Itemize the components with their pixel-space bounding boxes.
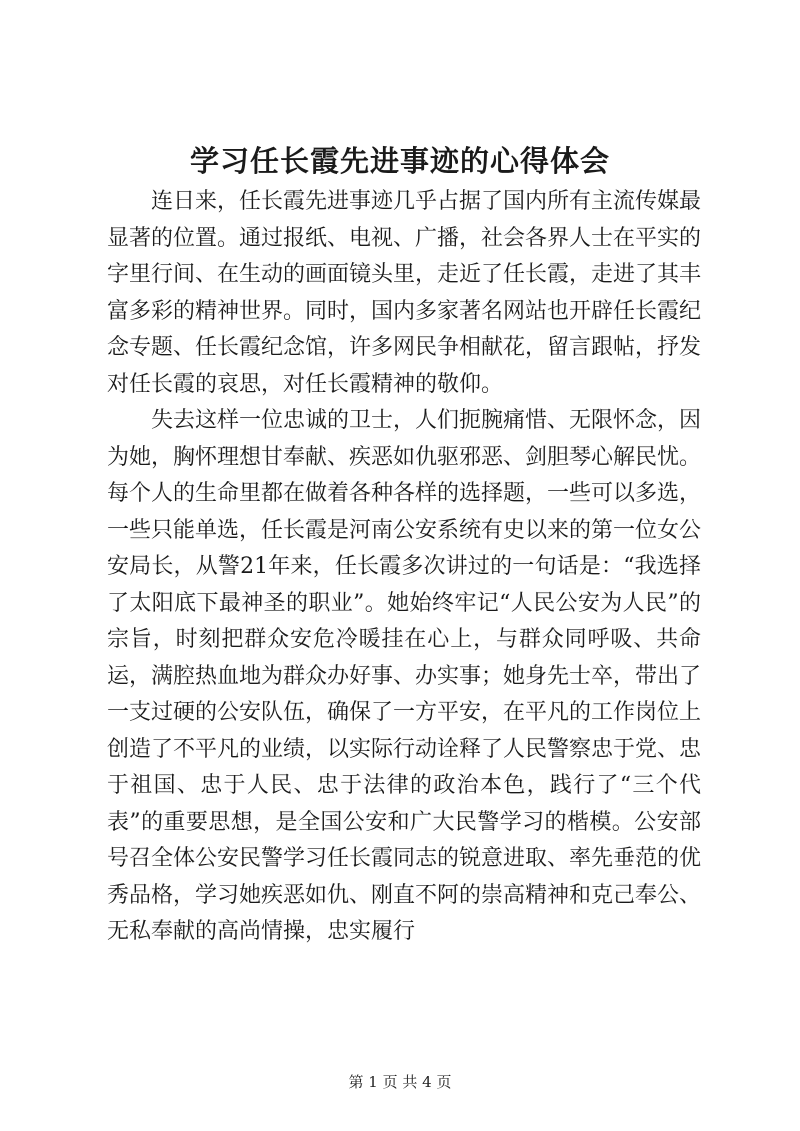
- page-number-footer: 第 1 页 共 4 页: [348, 1073, 452, 1091]
- paragraph-2: 失去这样一位忠诚的卫士，人们扼腕痛惜、无限怀念，因为她，胸怀理想甘奉献、疾恶如仇驱邪恶、剑胆琴心解民忧。每个人的生命里都在做着各种各样的选择题，一些可以多选，一些只能单选，任长霞是河南公安系统有史以来的第一位女公安局长，从警21年来，任长霞多次讲过的一句话是：“我选择了太阳底下最神圣的职业”。她始终牢记“人民公安为人民”的宗旨，时刻把群众安危冷暖挂在心上，与群众同呼吸、共命运，满腔热血地为群众办好事、办实事；她身先士卒，带出了一支过硬的公安队伍，确保了一方平安，在平凡的工作岗位上创造了不平凡的业绩，以实际行动诠释了人民警察忠于党、忠于祖国、忠于人民、忠于法律的政治本色，践行了“三个代表”的重要思想，是全国公安和广大民警学习的楷模。公安部号召全体公安民警学习任长霞同志的锐意进取、率先垂范的优秀品格，学习她疾恶如仇、刚直不阿的崇高精神和克己奉公、无私奉献的高尚情操，忠实履行: [107, 408, 702, 944]
- paragraph-1: 连日来，任长霞先进事迹几乎占据了国内所有主流传媒最显著的位置。通过报纸、电视、广播，社会各界人士在平实的字里行间、在生动的画面镜头里，走近了任长霞，走进了其丰富多彩的精神世界。同时，国内多家著名网站也开辟任长霞纪念专题、任长霞纪念馆，许多网民争相献花，留言跟帖，抒发对任长霞的哀思，对任长霞精神的敬仰。: [107, 189, 702, 397]
- page-title: 学习任长霞先进事迹的心得体会: [189, 144, 610, 178]
- document-body: [107, 184, 701, 951]
